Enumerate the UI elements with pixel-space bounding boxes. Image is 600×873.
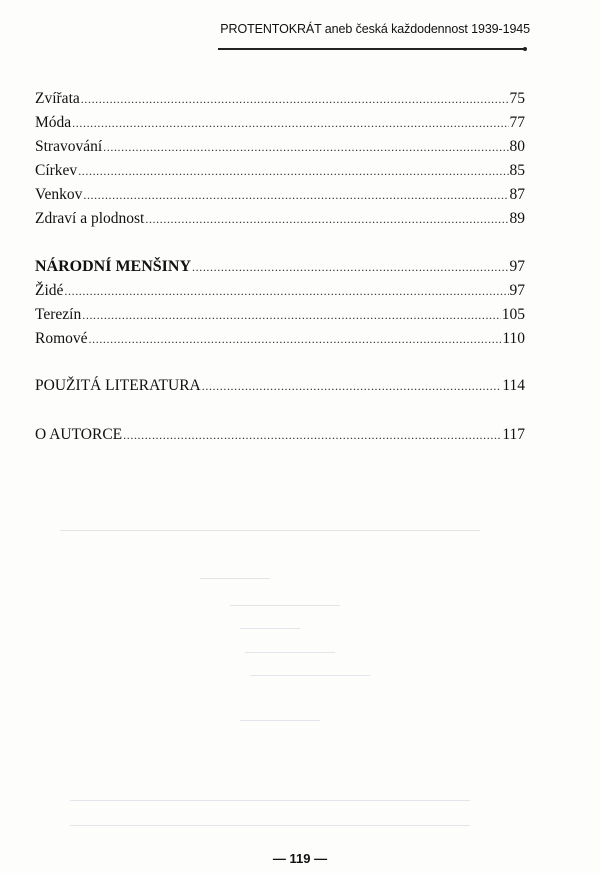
toc-leader-dots — [82, 306, 501, 324]
toc-leader-dots — [81, 90, 509, 108]
running-header: PROTENTOKRÁT aneb česká každodennost 1939-1945 — [220, 22, 530, 36]
toc-leader-dots — [78, 162, 508, 180]
toc-leader-dots — [145, 210, 508, 228]
toc-entry-zide — [35, 282, 525, 300]
toc-leader-dots — [64, 282, 508, 300]
toc-entry-page: 114 — [502, 377, 525, 394]
toc-entry-label: Církev — [35, 162, 78, 179]
toc-entry-terezin — [35, 306, 525, 324]
show-through-line — [200, 578, 270, 579]
show-through-line — [60, 530, 480, 531]
toc-leader-dots — [89, 330, 502, 348]
toc-entry-label: Zvířata — [35, 90, 80, 107]
toc-entry-page: 89 — [509, 210, 525, 227]
toc-entry-label: Móda — [35, 114, 72, 131]
toc-entry-label: Židé — [35, 282, 64, 299]
toc-entry-page: 110 — [502, 330, 525, 347]
header-rule — [218, 48, 524, 50]
toc-entry-label: POUŽITÁ LITERATURA — [35, 377, 201, 394]
show-through-line — [70, 825, 470, 826]
toc-entry-moda — [35, 114, 525, 132]
toc-entry-page: 97 — [509, 282, 525, 299]
toc-entry-zvirata — [35, 90, 525, 108]
toc-entry-page: 105 — [501, 306, 525, 323]
toc-entry-page: 80 — [509, 138, 525, 155]
toc-leader-dots — [192, 258, 508, 276]
toc-leader-dots — [202, 377, 502, 395]
toc-entry-zdravi — [35, 210, 525, 228]
show-through-line — [230, 605, 340, 606]
toc-entry-page: 77 — [509, 114, 525, 131]
toc-entry-label: Venkov — [35, 186, 83, 203]
toc-entry-label: Terezín — [35, 306, 82, 323]
toc-section-narodni-mensiny — [35, 258, 525, 276]
toc-entry-label: Stravování — [35, 138, 103, 155]
toc-section-label: NÁRODNÍ MENŠINY — [35, 258, 192, 275]
toc-entry-stravovani — [35, 138, 525, 156]
toc-leader-dots — [123, 426, 501, 444]
show-through-line — [250, 675, 370, 676]
show-through-line — [245, 652, 335, 653]
toc-entry-page: 117 — [502, 426, 525, 443]
page-number: — 119 — — [272, 851, 328, 866]
toc-entry-label: O AUTORCE — [35, 426, 123, 443]
toc-entry-romove — [35, 330, 525, 348]
toc-entry-pouzita-literatura — [35, 377, 525, 395]
show-through-line — [240, 628, 300, 629]
toc-leader-dots — [72, 114, 508, 132]
show-through-line — [240, 720, 320, 721]
toc-entry-label: Zdraví a plodnost — [35, 210, 145, 227]
toc-entry-page: 85 — [509, 162, 525, 179]
toc-entry-page: 97 — [509, 258, 525, 275]
toc-entry-cirkev — [35, 162, 525, 180]
toc-entry-page: 75 — [509, 90, 525, 107]
toc-leader-dots — [83, 186, 508, 204]
toc-leader-dots — [103, 138, 508, 156]
toc-entry-page: 87 — [509, 186, 525, 203]
toc-entry-venkov — [35, 186, 525, 204]
toc-entry-label: Romové — [35, 330, 88, 347]
toc-entry-o-autorce — [35, 426, 525, 444]
show-through-line — [70, 800, 470, 801]
